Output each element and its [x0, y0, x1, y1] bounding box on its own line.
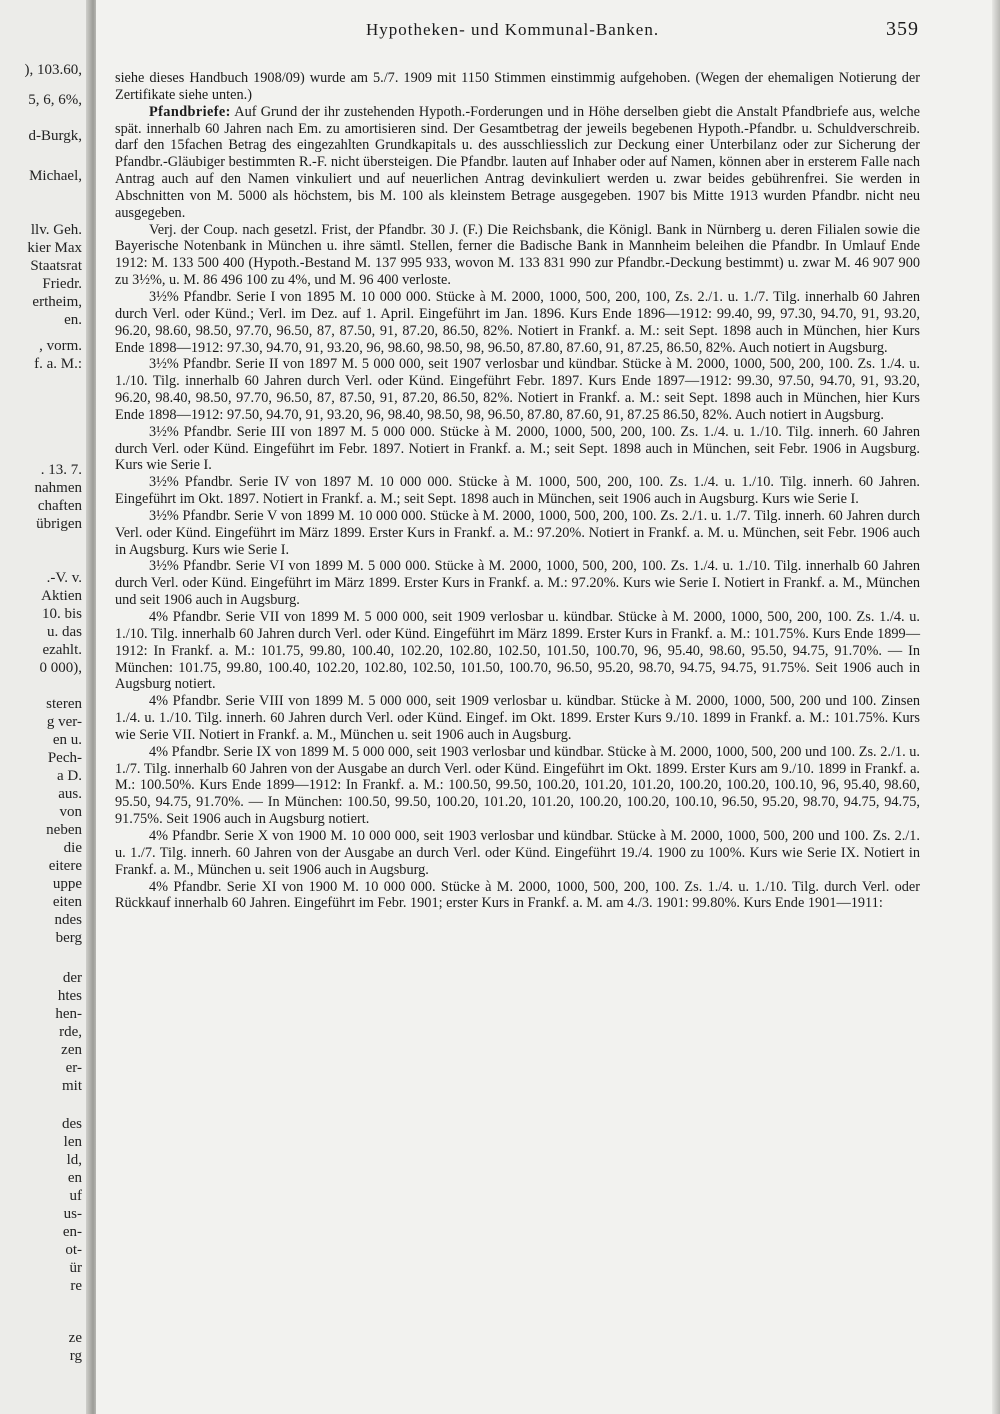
- margin-fragment: Pech-: [47, 750, 82, 766]
- margin-fragment: ot-: [65, 1242, 82, 1258]
- margin-fragment: rde,: [59, 1024, 82, 1040]
- margin-fragment: mit: [61, 1078, 82, 1094]
- margin-fragment: htes: [57, 988, 82, 1004]
- paragraph-text: 3½% Pfandbr. Serie V von 1899 M. 10 000 000. Stücke à M. 2000, 1000, 500, 200, 100. Zs. 2./1. u. 1./7. Tilg. innerh. 60 Jahren durch Verl. oder Künd. Eingeführt im März 1899. Erster Kurs in Frankf. a. M.: 97.20%. Notiert in Frankf. a. M. u. München, seit Febr. 1906 auch in Augsburg. Kurs wie Serie I.: [115, 507, 920, 558]
- paragraph: [115, 424, 920, 475]
- margin-fragment: übrigen: [36, 516, 82, 532]
- paragraph: [115, 558, 920, 609]
- margin-fragment: f. a. M.:: [34, 356, 82, 372]
- margin-fragment: berg: [55, 930, 82, 946]
- paragraph: [115, 693, 920, 744]
- paragraph: [115, 356, 920, 423]
- margin-fragment: a D.: [57, 768, 82, 784]
- margin-fragment: en: [67, 1170, 82, 1186]
- margin-fragment: kier Max: [27, 240, 82, 256]
- margin-fragment: uppe: [52, 876, 82, 892]
- margin-fragment: steren: [46, 696, 82, 712]
- margin-fragment: Aktien: [41, 588, 82, 604]
- paragraph: [115, 609, 920, 693]
- paragraph: [115, 508, 920, 559]
- margin-fragment: ezahlt.: [42, 642, 82, 658]
- margin-fragment: ld,: [66, 1152, 82, 1168]
- paragraph-text: 3½% Pfandbr. Serie II von 1897 M. 5 000 000, seit 1907 verlosbar und kündbar. Stücke à M. 2000, 1000, 500, 200, 100. Zs. 1./4. u. 1./10. Tilg. innerhalb 60 Jahren durch Verl. oder Künd. Eingeführt Febr. 1897. Kurs Ende 1897—1912: 99.30, 97.50, 94.70, 91, 93.20, 96.20, 98.40, 98.50, 97.70, 96.50, 87, 87.50, 91, 87.20, 86.50, 82%. Notiert in Frankf. a. M.: seit Sept. 1898 auch in München, hier Kurs Ende 1898—1912: 97.50, 94.70, 91, 93.20, 96, 98.40, 98.50, 98, 96.50, 87.80, 87.60, 91, 87.25 86.50, 82%. Auch notiert in Augsburg.: [115, 356, 920, 423]
- paragraph-text: 3½% Pfandbr. Serie VI von 1899 M. 5 000 000. Stücke à M. 2000, 1000, 500, 200, 100. Zs. 1./4. u. 1./10. Tilg. innerhalb 60 Jahren durch Verl. oder Künd. Eingeführt im März 1899. Erster Kurs in Frankf. a. M.: 97.20%. Kurs wie Serie I. Notiert in Frankf. a. M., München und seit 1906 auch in Augsburg.: [115, 558, 920, 609]
- section-term: Pfandbriefe:: [149, 103, 231, 120]
- paragraph-text: 3½% Pfandbr. Serie III von 1897 M. 5 000 000. Stücke à M. 2000, 1000, 500, 200, 100. Zs. 1./4. u. 1./10. Tilg. innerh. 60 Jahren durch Verl. oder Künd. Eingeführt im Febr. 1897. Notiert in Frankf. a. M.; seit Sept. 1898 auch in München, seit Febr. 1906 in Augsburg. Kurs wie Serie I.: [115, 423, 920, 474]
- margin-fragment: des: [62, 1116, 82, 1132]
- margin-fragment: hen-: [55, 1006, 82, 1022]
- margin-fragment: en u.: [52, 732, 82, 748]
- paragraph: [115, 104, 920, 222]
- margin-fragment: 0 000),: [39, 660, 82, 676]
- margin-fragment: von: [59, 804, 82, 820]
- paragraph: [115, 744, 920, 828]
- margin-fragment: . 13. 7.: [40, 462, 82, 478]
- margin-fragment: en.: [64, 312, 82, 328]
- paragraph: [115, 289, 920, 356]
- body-text: [115, 70, 920, 912]
- margin-fragment: u. das: [47, 624, 82, 640]
- page-number: 359: [886, 18, 919, 40]
- page-edge: [992, 0, 1000, 1414]
- margin-fragment: er-: [65, 1060, 82, 1076]
- paragraph: [115, 70, 920, 104]
- margin-fragment: ), 103.60,: [24, 62, 82, 78]
- paragraph-text: 4% Pfandbr. Serie VII von 1899 M. 5 000 000, seit 1909 verlosbar u. kündbar. Stücke à M. 2000, 1000, 500, 200, 100. Zs. 1./4. u. 1./10. Tilg. innerhalb 60 Jahren durch Verl. oder Künd. Eingeführt im März 1899. Erster Kurs in Frankf. a. M.: 101.75%. Kurs Ende 1899—1912: In Frankf. a. M.: 101.75, 99.80, 100.40, 102.20, 102.80, 102.50, 101.50, 100.70, 96, 95.40, 98.60, 95.50, 94.75, 91.70%. — In München: 101.75, 99.80, 100.40, 102.20, 102.80, 102.50, 101.50, 100.70, 96.50, 95.20, 98.70, 94.75, 94.75, 91.75%. Seit 1906 auch in Augsburg notiert.: [115, 609, 920, 693]
- paragraph: [115, 222, 920, 289]
- paragraph: [115, 474, 920, 508]
- margin-fragment: Michael,: [29, 168, 82, 184]
- margin-fragment: der: [62, 970, 82, 986]
- margin-fragment: aus.: [58, 786, 82, 802]
- paragraph: [115, 828, 920, 879]
- paragraph-text: Auf Grund der ihr zustehenden Hypoth.-Forderungen und in Höhe derselben giebt die Anstalt Pfandbriefe aus, welche spät. innerhalb 60 Jahren nach Em. zu amortisieren sind. Der Gesamtbetrag der jeweils begebenen Hypoth.-Pfandbr. u. Schuldverschreib. darf den 15fachen Betrag des eingezahlten Grundkapitals u. des ausschliesslich zur Deckung einer Unterbilanz oder zur Sicherung der Pfandbr.-Gläubiger bestimmten R.-F. nicht übersteigen. Die Pfandbr. lauten auf Inhaber oder auf Namen, können aber in ersterem Falle nach Antrag auch auf den Namen vinkuliert und auf neuerlichen Antrag devinkuliert werden u. zwar beides gebührenfrei. Sie werden in Abschnitten von M. 5000 als höchstem, bis M. 100 als kleinstem Betrage ausgegeben. 1907 bis Mitte 1913 wurden Pfandbr. nicht neu ausgegeben.: [115, 103, 920, 221]
- margin-fragment: len: [63, 1134, 82, 1150]
- margin-fragment: llv. Geh.: [30, 222, 82, 238]
- paragraph-text: 4% Pfandbr. Serie XI von 1900 M. 10 000 000. Stücke à M. 2000, 1000, 500, 200, 100. Zs. 1./4. u. 1./10. Tilg. durch Verl. oder Rückkauf innerhalb 60 Jahren. Eingeführt im Febr. 1901; erster Kurs in Frankf. a. M. am 4./3. 1901: 99.80%. Kurs Ende 1901—1911:: [115, 878, 920, 912]
- running-title: Hypotheken- und Kommunal-Banken.: [366, 20, 660, 39]
- margin-fragment: , vorm.: [39, 338, 82, 354]
- margin-fragment: die: [63, 840, 82, 856]
- facing-page-margin: [0, 0, 86, 1414]
- paragraph-text: 3½% Pfandbr. Serie I von 1895 M. 10 000 000. Stücke à M. 2000, 1000, 500, 200, 100, Zs. 2./1. u. 1./7. Tilg. innerhalb 60 Jahren durch Verl. oder Künd.; Verl. im Dez. auf 1. April. Eingeführt im Jan. 1896. Kurs Ende 1896—1912: 99.40, 99, 97.30, 94.70, 91, 93.20, 96.20, 98.60, 98.50, 97.70, 96.50, 87, 87.50, 91, 87.20, 86.50, 82%. Notiert in Frankf. a. M.: seit Sept. 1898 auch in München, hier Kurs Ende 1898—1912: 97.30, 94.70, 91, 93.20, 96, 98.60, 98.50, 98, 96.50, 87.80, 87.60, 91, 87.25, 86.50, 82%. Auch notiert in Augsburg.: [115, 288, 920, 356]
- margin-fragment: .-V. v.: [46, 570, 82, 586]
- paragraph-text: 4% Pfandbr. Serie VIII von 1899 M. 5 000 000, seit 1909 verlosbar u. kündbar. Stücke à M. 2000, 1000, 500, 200 und 100. Zinsen 1./4. u. 1./10. Tilg. innerh. 60 Jahren durch Verl. oder Künd. Eingef. im Okt. 1899. Erster Kurs 9./10. 1899 in Frankf. a. M.: 101.75%. Kurs wie Serie VII. Notiert in Frankf. a. M., München u. seit 1906 auch in Augsburg.: [115, 693, 920, 743]
- margin-fragment: rg: [69, 1348, 82, 1364]
- paragraph-text: siehe dieses Handbuch 1908/09) wurde am 5./7. 1909 mit 1150 Stimmen einstimmig aufgehoben. (Wegen der ehemaligen Notierung der Zertifikate siehe unten.): [115, 70, 920, 103]
- margin-fragment: zen: [61, 1042, 82, 1058]
- margin-fragment: ndes: [54, 912, 82, 928]
- margin-fragment: Friedr.: [42, 276, 82, 292]
- paragraph-text: 3½% Pfandbr. Serie IV von 1897 M. 10 000 000. Stücke à M. 1000, 500, 200, 100. Zs. 1./4. u. 1./10. Tilg. innerh. 60 Jahren. Eingeführt im Okt. 1897. Notiert in Frankf. a. M.; seit Sept. 1898 auch in München, seit 1906 auch in Augsburg. Kurs wie Serie I.: [115, 474, 920, 508]
- margin-fragment: ür: [69, 1260, 82, 1276]
- margin-fragment: ertheim,: [32, 294, 82, 310]
- margin-fragment: en-: [62, 1224, 82, 1240]
- margin-fragment: chaften: [37, 498, 82, 514]
- margin-fragment: 10. bis: [41, 606, 82, 622]
- margin-fragment: re: [70, 1278, 82, 1294]
- margin-fragment: eiten: [52, 894, 82, 910]
- margin-fragment: g ver-: [46, 714, 82, 730]
- paragraph-text: Verj. der Coup. nach gesetzl. Frist, der Pfandbr. 30 J. (F.) Die Reichsbank, die Königl. Bank in Nürnberg u. deren Filialen sowie die Bayerische Notenbank in München u. ihre sämtl. Stellen, ferner die Badische Bank in Mannheim beleihen die Pfandbr. In Umlauf Ende 1912: M. 133 500 400 (Hypoth.-Bestand M. 137 995 933, wovon M. 133 831 990 zur Pfandbr.-Deckung bestimmt) u. zwar M. 46 907 900 zu 3½%, u. M. 86 496 100 zu 4%, und M. 96 400 verloste.: [115, 221, 920, 289]
- margin-fragment: nahmen: [34, 480, 82, 496]
- margin-fragment: uf: [69, 1188, 82, 1204]
- margin-fragment: d-Burgk,: [28, 128, 82, 144]
- margin-fragment: neben: [46, 822, 82, 838]
- margin-fragment: us-: [63, 1206, 82, 1222]
- paragraph-text: 4% Pfandbr. Serie IX von 1899 M. 5 000 000, seit 1903 verlosbar und kündbar. Stücke à M. 2000, 1000, 500, 200 und 100. Zs. 2./1. u. 1./7. Tilg. innerhalb 60 Jahren von der Ausgabe an durch Verl. oder Künd. Eingeführt im Okt. 1899. Erster Kurs am 9./10. 1899 in Frankf. a. M.: 100.50%. Kurs Ende 1899—1912: In Frankf. a. M.: 100.50, 99.50, 100.20, 101.20, 101.20, 100.20, 100.20, 100.10, 96, 95.40, 98.60, 95.50, 94.75, 91.70%. — In München: 100.50, 99.50, 100.20, 101.20, 101.20, 100.20, 100.20, 100.10, 96.50, 95.20, 98.70, 94.75, 94.75, 91.75%. Seit 1906 auch in Augsburg notiert.: [115, 743, 920, 828]
- margin-fragment: Staatsrat: [30, 258, 82, 274]
- paragraph-text: 4% Pfandbr. Serie X von 1900 M. 10 000 000, seit 1903 verlosbar und kündbar. Stücke à M. 2000, 1000, 500, 200 und 100. Zs. 2./1. u. 1./7. Tilg. innerh. 60 Jahren von der Ausgabe an durch Verl. oder Künd. Eingeführt 19./4. 1900 zu 100%. Kurs wie Serie IX. Notiert in Frankf. a. M., München u. seit 1906 auch in Augsburg.: [115, 827, 920, 878]
- margin-fragment: 5, 6, 6%,: [28, 92, 82, 108]
- margin-fragment: ze: [68, 1330, 82, 1346]
- margin-fragment: eitere: [48, 858, 82, 874]
- paragraph: [115, 879, 920, 913]
- running-head: [96, 20, 1000, 44]
